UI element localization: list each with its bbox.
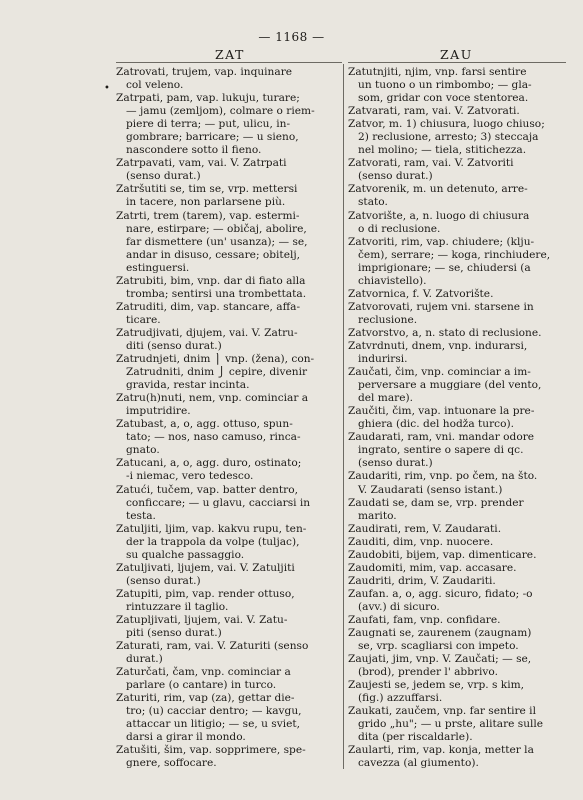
entry-line: (fig.) azzuffarsi. (358, 692, 443, 705)
entry-line: andar in disuso, cessare; obitelj, (126, 248, 301, 261)
dictionary-entry (348, 497, 566, 523)
dictionary-entry (116, 327, 342, 353)
entry-line: imprigionare; — se, chiudersi (a (358, 261, 531, 274)
entry-line: rintuzzare il taglio. (126, 600, 229, 613)
entry-line: imputridire. (126, 405, 191, 418)
entry-line: ticare. (126, 313, 161, 326)
entry-headline: Zaudriti, drim, V. Zaudariti. (348, 574, 496, 587)
entry-line: su qualche passaggio. (126, 548, 245, 561)
dictionary-entry (116, 666, 342, 692)
dictionary-entry (348, 588, 566, 614)
entry-headline: Zatrpati, pam, vap. lukuju, turare; (116, 92, 300, 105)
entry-line: in tacere, non parlarsene più. (126, 196, 286, 209)
entry-headline: Zaudomiti, mim, vap. accasare. (348, 561, 517, 574)
entry-line: tro; (u) cacciar dentro; — kavgu, (126, 705, 302, 718)
dictionary-entry (348, 236, 566, 288)
dictionary-entry (116, 562, 342, 588)
margin-mark: • (104, 83, 110, 94)
entry-headline: Zatuljivati, ljujem, vai. V. Zatuljiti (116, 561, 295, 574)
dictionary-entry (116, 692, 342, 744)
entry-line: col veleno. (126, 79, 184, 92)
entry-headline: Zaudariti, rim, vnp. po čem, na što. (348, 470, 538, 483)
dictionary-entry (116, 457, 342, 483)
entry-line: Zatrudniti, dnim ⎭ cepire, divenir (126, 366, 308, 379)
entry-headline: Zaularti, rim, vap. konja, metter la (348, 744, 534, 757)
dictionary-entry (116, 523, 342, 562)
entry-line: del mare). (358, 392, 414, 405)
dictionary-entry (348, 183, 566, 209)
header-rule-left (116, 62, 342, 63)
dictionary-entry (348, 340, 566, 366)
dictionary-entry (116, 275, 342, 301)
dictionary-entry (348, 679, 566, 705)
dictionary-entry (116, 301, 342, 327)
entry-headline: Zatrti, trem (tarem), vap. estermi- (116, 209, 300, 222)
dictionary-entry (116, 484, 342, 523)
entry-headline: Zatvrdnuti, dnem, vnp. indurarsi, (348, 339, 528, 352)
entry-line: gombrare; barricare; — u sieno, (126, 131, 299, 144)
entry-line: cavezza (al giumento). (358, 757, 479, 770)
entry-line: darsi a girar il mondo. (126, 731, 246, 744)
entry-headline: Zatrovati, trujem, vap. inquinare (116, 66, 293, 78)
entry-line: nascondere sotto il fieno. (126, 144, 262, 157)
entry-line: nel molino; — tiela, stitichezza. (358, 144, 527, 157)
entry-line: (senso durat.) (358, 170, 433, 183)
entry-headline: Zaučiti, čim, vap. intuonare la pre- (348, 405, 535, 418)
entry-line: reclusione. (358, 313, 418, 326)
dictionary-entry (348, 536, 566, 549)
entry-headline: Zaudobiti, bijem, vap. dimenticare. (348, 548, 537, 561)
entry-line: piti (senso durat.) (126, 627, 222, 640)
dictionary-entry (116, 92, 342, 157)
dictionary-entry (348, 523, 566, 536)
entry-headline: Zatrubiti, bim, vnp. dar di fiato alla (116, 274, 306, 287)
entry-line: gnere, soffocare. (126, 757, 217, 770)
entry-line: (brod), prender l' abbrivo. (358, 666, 498, 679)
entry-line: tromba; sentirsi una trombettata. (126, 287, 307, 300)
dictionary-entry (116, 66, 342, 92)
dictionary-entry (348, 288, 566, 301)
entry-line: diti (senso durat.) (126, 339, 222, 352)
dictionary-entry (116, 418, 342, 457)
dictionary-entry (116, 588, 342, 614)
entry-line: (senso durat.) (358, 457, 433, 470)
entry-headline: Zatupiti, pim, vap. render ottuso, (116, 587, 295, 600)
dictionary-entry (348, 366, 566, 405)
entry-headline: Zatvorstvo, a, n. stato di reclusione. (348, 326, 542, 339)
entry-headline: Zaudati se, dam se, vrp. prender (348, 496, 524, 509)
dictionary-entry (116, 353, 342, 392)
dictionary-entry (116, 744, 342, 770)
entry-headline: Zatvoriti, rim, vap. chiudere; (klju- (348, 235, 535, 248)
entry-line: conficcare; — u glavu, cacciarsi in (126, 496, 311, 509)
dictionary-entry (348, 614, 566, 627)
entry-headline: Zatvornica, f. V. Zatvorište. (348, 287, 494, 300)
dictionary-entry (348, 157, 566, 183)
entry-line: — jamu (zemljom), colmare o riem- (126, 105, 315, 118)
entry-line: piere di terra; — put, ulicu, in- (126, 118, 291, 131)
entry-headline: Zaturati, ram, vai. V. Zaturiti (senso (116, 640, 309, 653)
entry-line: attaccar un litigio; — se, u sviet, (126, 718, 300, 731)
entry-headline: Zaturiti, rim, vap (za), gettar die- (116, 692, 295, 705)
dictionary-entry (348, 562, 566, 575)
entry-headline: Zatrudjivati, djujem, vai. V. Zatru- (116, 326, 298, 339)
entry-line: gravida, restar incinta. (126, 379, 250, 392)
entry-line: som, gridar con voce stentorea. (358, 92, 529, 105)
entry-line: estinguersi. (126, 261, 190, 274)
entry-headline: Zaugnati se, zaurenem (zaugnam) (348, 627, 532, 640)
entry-headline: Zatrpavati, vam, vai. V. Zatrpati (116, 157, 287, 170)
entry-headline: Zatruditi, dim, vap. stancare, affa- (116, 300, 301, 313)
dictionary-entry (348, 105, 566, 118)
dictionary-entry (116, 640, 342, 666)
entry-line: perversare a muggiare (del vento, (358, 379, 542, 392)
entry-headline: Zaudirati, rem, V. Zaudarati. (348, 522, 502, 535)
dictionary-entry (348, 627, 566, 653)
entry-headline: Zatuljiti, ljim, vap. kakvu rupu, ten- (116, 522, 307, 535)
entry-headline: Zatvarati, ram, vai. V. Zatvorati. (348, 105, 520, 118)
dictionary-entry (348, 301, 566, 327)
entry-headline: Zatvorište, a, n. luogo di chiusura (348, 209, 530, 222)
entry-line: un tuono o un rimbombo; — gla- (358, 79, 532, 92)
entry-line: -i niemac, vero tedesco. (126, 470, 254, 483)
dictionary-entry (116, 157, 342, 183)
header-rule-right (348, 62, 566, 63)
dictionary-entry (348, 470, 566, 496)
dictionary-entry (348, 327, 566, 340)
entry-headline: Zaufati, fam, vnp. confidare. (348, 613, 501, 626)
entry-headline: Zatvor, m. 1) chiusura, luogo chiuso; (348, 118, 545, 131)
entry-line: parlare (o cantare) in turco. (126, 679, 277, 692)
entry-line: se, vrp. scagliarsi con impeto. (358, 640, 519, 653)
entry-headline: Zatvorati, ram, vai. V. Zatvoriti (348, 157, 514, 170)
dictionary-entry (116, 392, 342, 418)
entry-line: indurirsi. (358, 353, 408, 366)
running-head-left: ZAT (215, 47, 245, 62)
entry-headline: Zaujesti se, jedem se, vrp. s kim, (348, 679, 524, 692)
entry-line: (senso durat.) (126, 170, 201, 183)
dictionary-entry (116, 614, 342, 640)
entry-headline: Zatutnjiti, njim, vnp. farsi sentire (348, 66, 527, 78)
dictionary-entry (348, 431, 566, 470)
entry-line: marito. (358, 509, 397, 522)
dictionary-entry (348, 705, 566, 744)
entry-headline: Zaučati, čim, vnp. cominciar a im- (348, 366, 531, 379)
entry-headline: Zatrudnjeti, dnim ⎫ vnp. (žena), con- (116, 353, 315, 366)
entry-line: far dismettere (un' usanza); — se, (126, 235, 308, 248)
column-divider (343, 64, 344, 769)
entry-headline: Zauditi, dim, vnp. nuocere. (348, 535, 494, 548)
entry-line: ghiera (dic. del hodža turco). (358, 418, 514, 431)
right-column (348, 66, 566, 771)
dictionary-entry (116, 183, 342, 209)
entry-headline: Zatući, tučem, vap. batter dentro, (116, 483, 298, 496)
entry-line: o di reclusione. (358, 222, 441, 235)
entry-headline: Zaufan. a, o, agg. sicuro, fidato; -o (348, 587, 533, 600)
entry-line: V. Zaudarati (senso istant.) (358, 483, 503, 496)
left-column (116, 66, 342, 771)
entry-headline: Zaturčati, čam, vnp. cominciar a (116, 666, 291, 679)
entry-line: čem), serrare; — koga, rinchiudere, (358, 248, 551, 261)
entry-headline: Zatru(h)nuti, nem, vnp. cominciar a (116, 392, 309, 405)
dictionary-entry (348, 405, 566, 431)
dictionary-entry (348, 118, 566, 157)
entry-line: testa. (126, 509, 156, 522)
entry-line: stato. (358, 196, 388, 209)
entry-line: (senso durat.) (126, 574, 201, 587)
entry-line: gnato. (126, 444, 160, 457)
dictionary-entry (348, 744, 566, 770)
entry-headline: Zaujati, jim, vnp. V. Zaučati; — se, (348, 653, 532, 666)
entry-headline: Zaudarati, ram, vni. mandar odore (348, 431, 535, 444)
entry-line: tato; — nos, naso camuso, rinca- (126, 431, 301, 444)
entry-line: nare, estirpare; — običaj, abolire, (126, 222, 307, 235)
entry-headline: Zatupljivati, ljujem, vai. V. Zatu- (116, 613, 288, 626)
entry-line: grido „hu"; — u prste, alitare sulle (358, 718, 544, 731)
dictionary-entry (348, 66, 566, 105)
dictionary-entry (348, 653, 566, 679)
page-number: — 1168 — (258, 30, 325, 44)
entry-line: der la trappola da volpe (tuljac), (126, 535, 300, 548)
entry-line: (avv.) di sicuro. (358, 600, 440, 613)
dictionary-entry (116, 210, 342, 275)
entry-headline: Zatubast, a, o, agg. ottuso, spun- (116, 418, 293, 431)
entry-headline: Zatucani, a, o, agg. duro, ostinato; (116, 457, 302, 470)
running-head-right: ZAU (440, 47, 473, 62)
entry-line: durat.) (126, 653, 163, 666)
entry-headline: Zatršutiti se, tim se, vrp. mettersi (116, 183, 298, 196)
entry-line: chiavistello). (358, 274, 427, 287)
dictionary-entry (348, 549, 566, 562)
entry-headline: Zatušiti, šim, vap. sopprimere, spe- (116, 744, 306, 757)
entry-line: dita (per riscaldarle). (358, 731, 473, 744)
entry-line: 2) reclusione, arresto; 3) steccaja (358, 131, 539, 144)
dictionary-entry (348, 210, 566, 236)
entry-line: ingrato, sentire o sapere di qc. (358, 444, 524, 457)
dictionary-entry (348, 575, 566, 588)
entry-headline: Zatvorovati, rujem vni. starsene in (348, 300, 534, 313)
entry-headline: Zatvorenik, m. un detenuto, arre- (348, 183, 528, 196)
entry-headline: Zaukati, zaučem, vnp. far sentire il (348, 705, 536, 718)
